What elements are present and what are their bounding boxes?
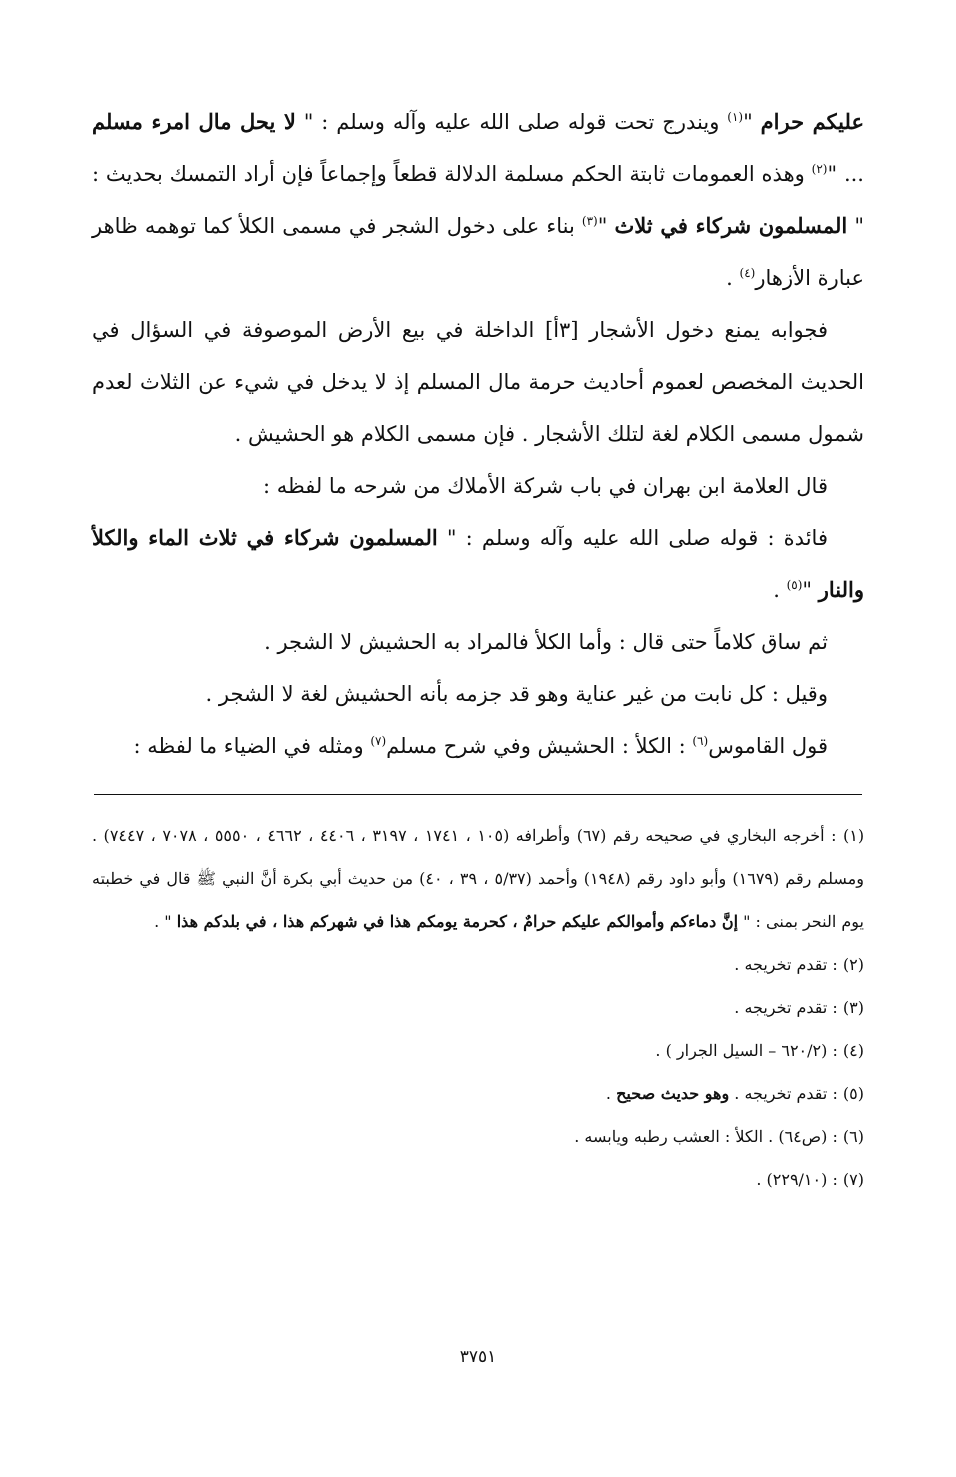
bold-phrase: إنَّ دماءكم وأموالكم عليكم حرامٌ ، كحرمة يومكم هذا في شهركم هذا ، في بلدكم هذا: [176, 912, 739, 931]
paragraph-3: قال العلامة ابن بهران في باب شركة الأملاك من شرحه ما لفظه :: [262, 474, 828, 498]
bold-phrase: المسلمون شركاء في ثلاث الماء والكلأ والنار: [92, 525, 864, 602]
paragraph-7: قول القاموس$^{(٦)}$ : الكلأ : الحشيش وفي شرح مسلم$^{(٧)}$ ومثله في الضياء ما لفظه :: [133, 734, 828, 758]
footnote-ref: (١): [727, 110, 744, 124]
paragraph-2: فجوابه يمنع دخول الأشجار [٣أ] الداخلة في بيع الأرض الموصوفة في السؤال في الحديث المخصص لعموم أحاديث حرمة مال المسلم إذ لا يدخل في شيء عن الثلاث لعدم شمول مسمى الكلام لغة لتلك الأشجار . فإن مسمى الكلام هو الحشيش .: [92, 318, 864, 446]
footnote-ref: (٢): [811, 162, 828, 176]
main-text: [92, 96, 864, 772]
paragraph-1: عليكم حرام "$^{(١)}$ ويندرج تحت قوله صلى الله عليه وآله وسلم : " لا يحل مال امرء مسلم ... "$^{(٢)}$ وهذه العمومات ثابتة الحكم مسلمة الدلالة قطعاً وإجماعاً فإن أراد التمسك بحديث : " المسلمون شركاء في ثلاث "$^{(٣)}$ بناء على دخول الشجر في مسمى الكلأ كما توهمه ظاهر عبارة الأزهار$^{(٤)}$ .: [92, 109, 864, 290]
bold-phrase: لا يحل مال امرء مسلم: [92, 109, 296, 134]
footnote-3: (٣) : تقدم تخريجه .: [734, 998, 864, 1017]
footnote-2: (٢) : تقدم تخريجه .: [734, 955, 864, 974]
paragraph-4: فائدة : قوله صلى الله عليه وآله وسلم : " المسلمون شركاء في ثلاث الماء والكلأ والنار "$^{(٥)}$ .: [92, 525, 864, 602]
footnote-separator: [94, 794, 862, 795]
footnote-ref: (٧): [370, 734, 387, 748]
page-number: ٣٧٥١: [459, 1347, 497, 1367]
footnote-4: (٤) : (٦٢٠/٢ – السيل الجرار ) .: [655, 1041, 864, 1060]
footnote-ref: (٦): [692, 734, 709, 748]
bold-phrase: وهو حديث صحيح: [616, 1084, 730, 1103]
footnote-7: (٧) : (٢٢٩/١٠) .: [756, 1170, 864, 1189]
footnote-ref: (٥): [786, 578, 803, 592]
bold-phrase: المسلمون شركاء في ثلاث: [614, 213, 848, 238]
paragraph-5: ثم ساق كلاماً حتى قال : وأما الكلأ فالمراد به الحشيش لا الشجر .: [264, 630, 828, 654]
footnotes: [92, 814, 864, 1201]
footnote-1: (١) : أخرجه البخاري في صحيحه رقم (٦٧) وأطرافه (١٠٥ ، ١٧٤١ ، ٣١٩٧ ، ٤٤٠٦ ، ٤٦٦٢ ، ٥٥٥٠ ، ٧٠٧٨ ، ٧٤٤٧) . ومسلم رقم (١٦٧٩) وأبو داود رقم (١٩٤٨) وأحمد (٥/٣٧ ، ٣٩ ، ٤٠) من حديث أبي بكرة أنَّ النبي ﷺ قال في خطبته يوم النحر بمنى : " إنَّ دماءكم وأموالكم عليكم حرامٌ ، كحرمة يومكم هذا في شهركم هذا ، في بلدكم هذا " .: [92, 826, 865, 931]
bold-phrase: عليكم حرام: [760, 109, 864, 134]
footnote-ref: (٤): [739, 266, 756, 280]
footnote-ref: (٣): [581, 214, 598, 228]
paragraph-6: وقيل : كل نابت من غير عناية وهو قد جزمه بأنه الحشيش لغة لا الشجر .: [205, 682, 828, 706]
footnote-5: (٥) : تقدم تخريجه . وهو حديث صحيح .: [605, 1084, 864, 1103]
footnote-6: (٦) : (ص٦٤) . الكلأ : العشب رطبه ويابسه .: [574, 1127, 864, 1146]
